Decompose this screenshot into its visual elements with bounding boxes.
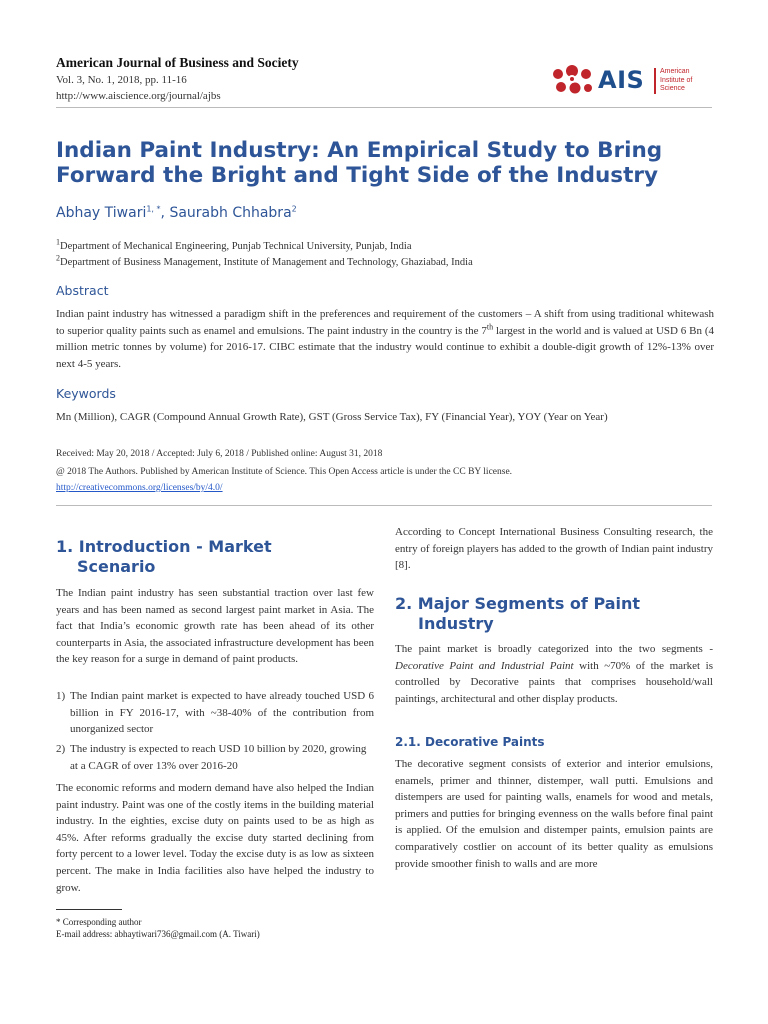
ordinal-suffix: th — [486, 321, 494, 331]
copyright-notice: @ 2018 The Authors. Published by American Institute of Science. This Open Access article is under the CC BY license. — [56, 467, 513, 477]
list-number: 2) — [56, 743, 66, 755]
section-2-paragraph — [395, 641, 713, 707]
logo-sub-line: Institute of — [660, 76, 693, 84]
para-italic: Decorative Paint and Industrial Paint — [395, 659, 574, 672]
logo-divider — [654, 68, 656, 94]
author-separator: , — [160, 205, 170, 221]
heading-line: Industry — [418, 614, 494, 633]
section-divider — [56, 505, 712, 506]
license-link[interactable]: http://creativecommons.org/licenses/by/4.0/ — [56, 483, 223, 493]
abstract-part: largest in the world and is valued at USD 6 Bn (4 million metric tonnes by volume) for 2016-17. CIBC estimate that the industry would continue to exhibit a double-digit growth of 12%-13% over next 4-5 years. — [56, 324, 714, 370]
heading-line: 2. Major Segments of Paint — [395, 594, 641, 613]
footnote-rule — [56, 909, 122, 910]
email-label: E-mail address: — [56, 929, 115, 939]
author-affil-marker: 2 — [291, 204, 297, 214]
section-1-paragraph: The economic reforms and modern demand have also helped the Indian paint industry. Paint was one of the costly items in the building material industry. In the eighties, excise duty on paints used to be as high as 45%. After reforms gradually the excise duty started declining from forty percent to a lower level. Today the excise duty is as low as sixteen percent. The make in India facilities also have helped the industry to grow. — [56, 782, 374, 894]
heading-line: Scenario — [77, 557, 156, 576]
journal-url[interactable]: http://www.aiscience.org/journal/ajbs — [56, 90, 221, 102]
logo-sub-line: Science — [660, 85, 685, 92]
affiliation — [56, 237, 412, 252]
journal-name: American Journal of Business and Society — [56, 55, 299, 70]
email-note — [56, 929, 260, 939]
title-line: Indian Paint Industry: An Empirical Study to Bring — [56, 138, 663, 163]
keywords-text: Mn (Million), CAGR (Compound Annual Growth Rate), GST (Gross Service Tax), FY (Financial Year), YOY (Year on Year) — [56, 411, 608, 423]
affiliation — [56, 253, 473, 268]
email-address[interactable]: abhaytiwari736@gmail.com (A. Tiwari) — [114, 929, 260, 939]
affil-marker: 2 — [56, 253, 60, 263]
section-2-heading — [395, 594, 713, 634]
header-divider — [56, 107, 712, 108]
list-text: The Indian paint market is expected to have already touched USD 6 billion in FY 2016-17, with ~38-40% of the contribution from unorganized sector — [70, 690, 374, 736]
list-text: The industry is expected to reach USD 10 billion by 2020, growing at a CAGR of over 13% over 2016-20 — [70, 743, 367, 772]
author-list — [56, 205, 297, 221]
section-1-paragraph: The Indian paint industry has seen substantial traction over last few years and has been named as second largest paint market in Asia. The fact that India’s economic growth rate has been ahead of its other counterparts in Asia, the associated infrastructure development has been the key reason for a surge in demand of paint products. — [56, 587, 374, 666]
list-item — [56, 741, 374, 774]
keywords-heading: Keywords — [56, 386, 116, 401]
heading-line: 1. Introduction - Market — [56, 537, 272, 556]
logo-sub-line: American — [660, 68, 690, 75]
author-affil-marker: 1, * — [146, 204, 161, 214]
abstract-heading: Abstract — [56, 283, 109, 298]
para-part: with ~70% of the market is controlled by Decorative paints that comprises household/wall paintings, architectural and other display products. — [395, 659, 713, 705]
journal-volume: Vol. 3, No. 1, 2018, pp. 11-16 — [56, 74, 187, 86]
subsection-heading: 2.1. Decorative Paints — [395, 735, 545, 749]
affil-text: Department of Business Management, Institute of Management and Technology, Ghaziabad, India — [60, 257, 473, 268]
logo-text: AIS — [598, 66, 645, 94]
section-1-heading — [56, 537, 374, 577]
list-number: 1) — [56, 690, 66, 702]
affil-marker: 1 — [56, 237, 60, 247]
intro-continuation-paragraph: According to Concept International Business Consulting research, the entry of foreign players has added to the growth of Indian paint industry [8]. — [395, 526, 713, 572]
para-part: The paint market is broadly categorized into the two segments - — [395, 643, 713, 655]
author-name: Saurabh Chhabra — [169, 205, 292, 221]
paper-title — [56, 138, 736, 188]
publication-dates: Received: May 20, 2018 / Accepted: July 6, 2018 / Published online: August 31, 2018 — [56, 449, 383, 459]
affil-text: Department of Mechanical Engineering, Punjab Technical University, Punjab, India — [60, 241, 412, 252]
corresponding-author-note: * Corresponding author — [56, 917, 142, 927]
logo-subtitle — [660, 68, 692, 94]
ais-logo-icon — [548, 62, 596, 98]
list-item — [56, 688, 374, 738]
abstract-part: Indian paint industry has witnessed a paradigm shift in the preferences and requirement of the customers – A shift from using traditional whitewash to superior quality paints such as enamel and emulsions. The paint industry in the country is the 7 — [56, 308, 714, 337]
author-name: Abhay Tiwari — [56, 205, 147, 221]
abstract-text — [56, 306, 714, 372]
title-line: Forward the Bright and Tight Side of the Industry — [56, 163, 658, 188]
section-2-paragraph: The decorative segment consists of exterior and interior emulsions, enamels, primer and thinner, distemper, wall putti. Emulsions and distempers are used for painting walls, enamels for wood and metals, primers and putties for bringing evenness on the walls before final paint is applied. Of the emulsion and distemper paints, emulsion paints are comparatively costlier on account of its better quality as emulsions provide smoother finish to walls and are more — [395, 758, 713, 870]
